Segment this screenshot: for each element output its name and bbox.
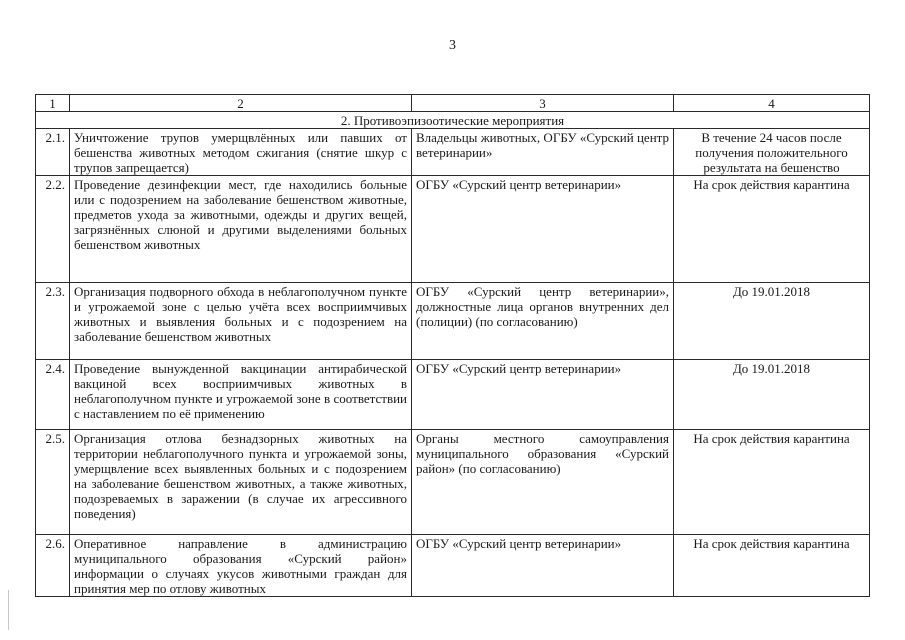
row-number: 2.4. [36,360,70,430]
row-term: В течение 24 часов после получения положительного результата на бешенство [674,129,870,176]
measures-table [35,94,870,597]
row-responsible: ОГБУ «Сурский центр ветеринарии», должностные лица органов внутренних дел (полиции) (по согласованию) [412,283,674,360]
row-action: Оперативное направление в администрацию муниципального образования «Сурский район» информации о случаях укусов животными граждан для принятия мер по отлову животных [70,535,412,597]
scan-edge-mark [8,590,9,630]
row-responsible: Владельцы животных, ОГБУ «Сурский центр ветеринарии» [412,129,674,176]
row-number: 2.5. [36,430,70,535]
row-number: 2.6. [36,535,70,597]
row-responsible: ОГБУ «Сурский центр ветеринарии» [412,360,674,430]
section-title: 2. Противоэпизоотические мероприятия [36,112,870,129]
column-number-3: 3 [412,95,674,112]
row-number: 2.1. [36,129,70,176]
row-number: 2.3. [36,283,70,360]
row-responsible: ОГБУ «Сурский центр ветеринарии» [412,176,674,283]
column-number-2: 2 [70,95,412,112]
column-number-row [36,95,870,112]
column-number-4: 4 [674,95,870,112]
row-action: Уничтожение трупов умерщвлённых или павших от бешенства животных методом сжигания (снятие шкур с трупов запрещается) [70,129,412,176]
row-action: Проведение вынужденной вакцинации антирабической вакциной всех восприимчивых животных в неблагополучном пункте и угрожаемой зоне в соответствии с наставлением по её применению [70,360,412,430]
row-action: Проведение дезинфекции мест, где находились больные или с подозрением на заболевание бешенством животные, предметов ухода за животными, одежды и других вещей, загрязнённых слюной и другими выделениями больных бешенством животных [70,176,412,283]
row-term: На срок действия карантина [674,430,870,535]
table-row [36,430,870,535]
table-row [36,535,870,597]
row-responsible: Органы местного самоуправления муниципального образования «Сурский район» (по согласованию) [412,430,674,535]
row-term: На срок действия карантина [674,535,870,597]
table-row [36,176,870,283]
row-action: Организация подворного обхода в неблагополучном пункте и угрожаемой зоне с целью учёта всех восприимчивых животных и выявления больных и с подозрением на заболевание бешенством животных [70,283,412,360]
table-row [36,129,870,176]
table-row [36,360,870,430]
row-action: Организация отлова безнадзорных животных на территории неблагополучного пункта и угрожаемой зоны, умерщвление всех выявленных больных и с подозрением на заболевание бешенством животных, а также животных, подозреваемых в заражении (в случае их агрессивного поведения) [70,430,412,535]
page-number: 3 [449,38,456,53]
row-term: На срок действия карантина [674,176,870,283]
row-responsible: ОГБУ «Сурский центр ветеринарии» [412,535,674,597]
row-term: До 19.01.2018 [674,360,870,430]
column-number-1: 1 [36,95,70,112]
row-number: 2.2. [36,176,70,283]
row-term: До 19.01.2018 [674,283,870,360]
section-row [36,112,870,129]
table-row [36,283,870,360]
